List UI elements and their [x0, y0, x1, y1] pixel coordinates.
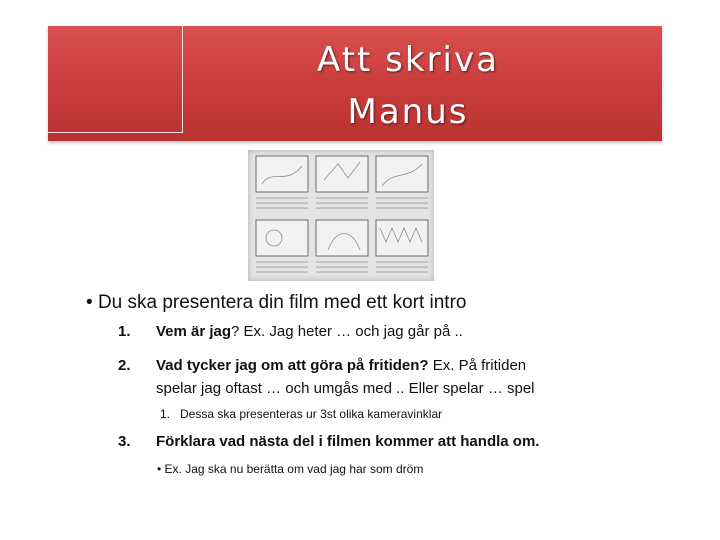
- page-title: [218, 34, 598, 138]
- list-rest-1: ? Ex. Jag heter … och jag går på ..: [231, 323, 463, 340]
- sub-list-text: Dessa ska presenteras ur 3st olika kameravinklar: [180, 407, 443, 421]
- list-text-2-line2: spelar jag oftast … och umgås med .. Eller spelar … spel: [156, 380, 535, 397]
- list-number-2: 2.: [118, 357, 131, 374]
- banner-decorative-box: [48, 26, 183, 133]
- sub-bullet-item: • Ex. Jag ska nu berätta om vad jag har som dröm: [157, 462, 424, 476]
- list-text-1: [156, 323, 463, 340]
- sub-bullet-text: Ex. Jag ska nu berätta om vad jag har som dröm: [164, 462, 424, 476]
- list-text-3: [156, 433, 539, 450]
- intro-bullet-text: Du ska presentera din film med ett kort intro: [97, 292, 467, 313]
- list-bold-2: Vad tycker jag om att göra på fritiden?: [156, 357, 429, 374]
- list-rest-2: Ex. På fritiden: [428, 357, 527, 374]
- list-text-2: [156, 357, 526, 374]
- list-number-3: 3.: [118, 433, 131, 450]
- list-number-1: 1.: [118, 323, 131, 340]
- title-line-2: Manus: [347, 92, 469, 132]
- title-line-1: Att skriva: [317, 40, 499, 80]
- list-bold-1: Vem är jag: [156, 323, 232, 340]
- list-bold-3: Förklara vad nästa del i filmen kommer att handla om.: [156, 433, 540, 450]
- intro-bullet: • Du ska presentera din film med ett kort intro: [86, 292, 467, 313]
- title-banner: [48, 26, 662, 141]
- sub-list-number: 1.: [160, 407, 171, 421]
- storyboard-sketch-image: [248, 150, 434, 281]
